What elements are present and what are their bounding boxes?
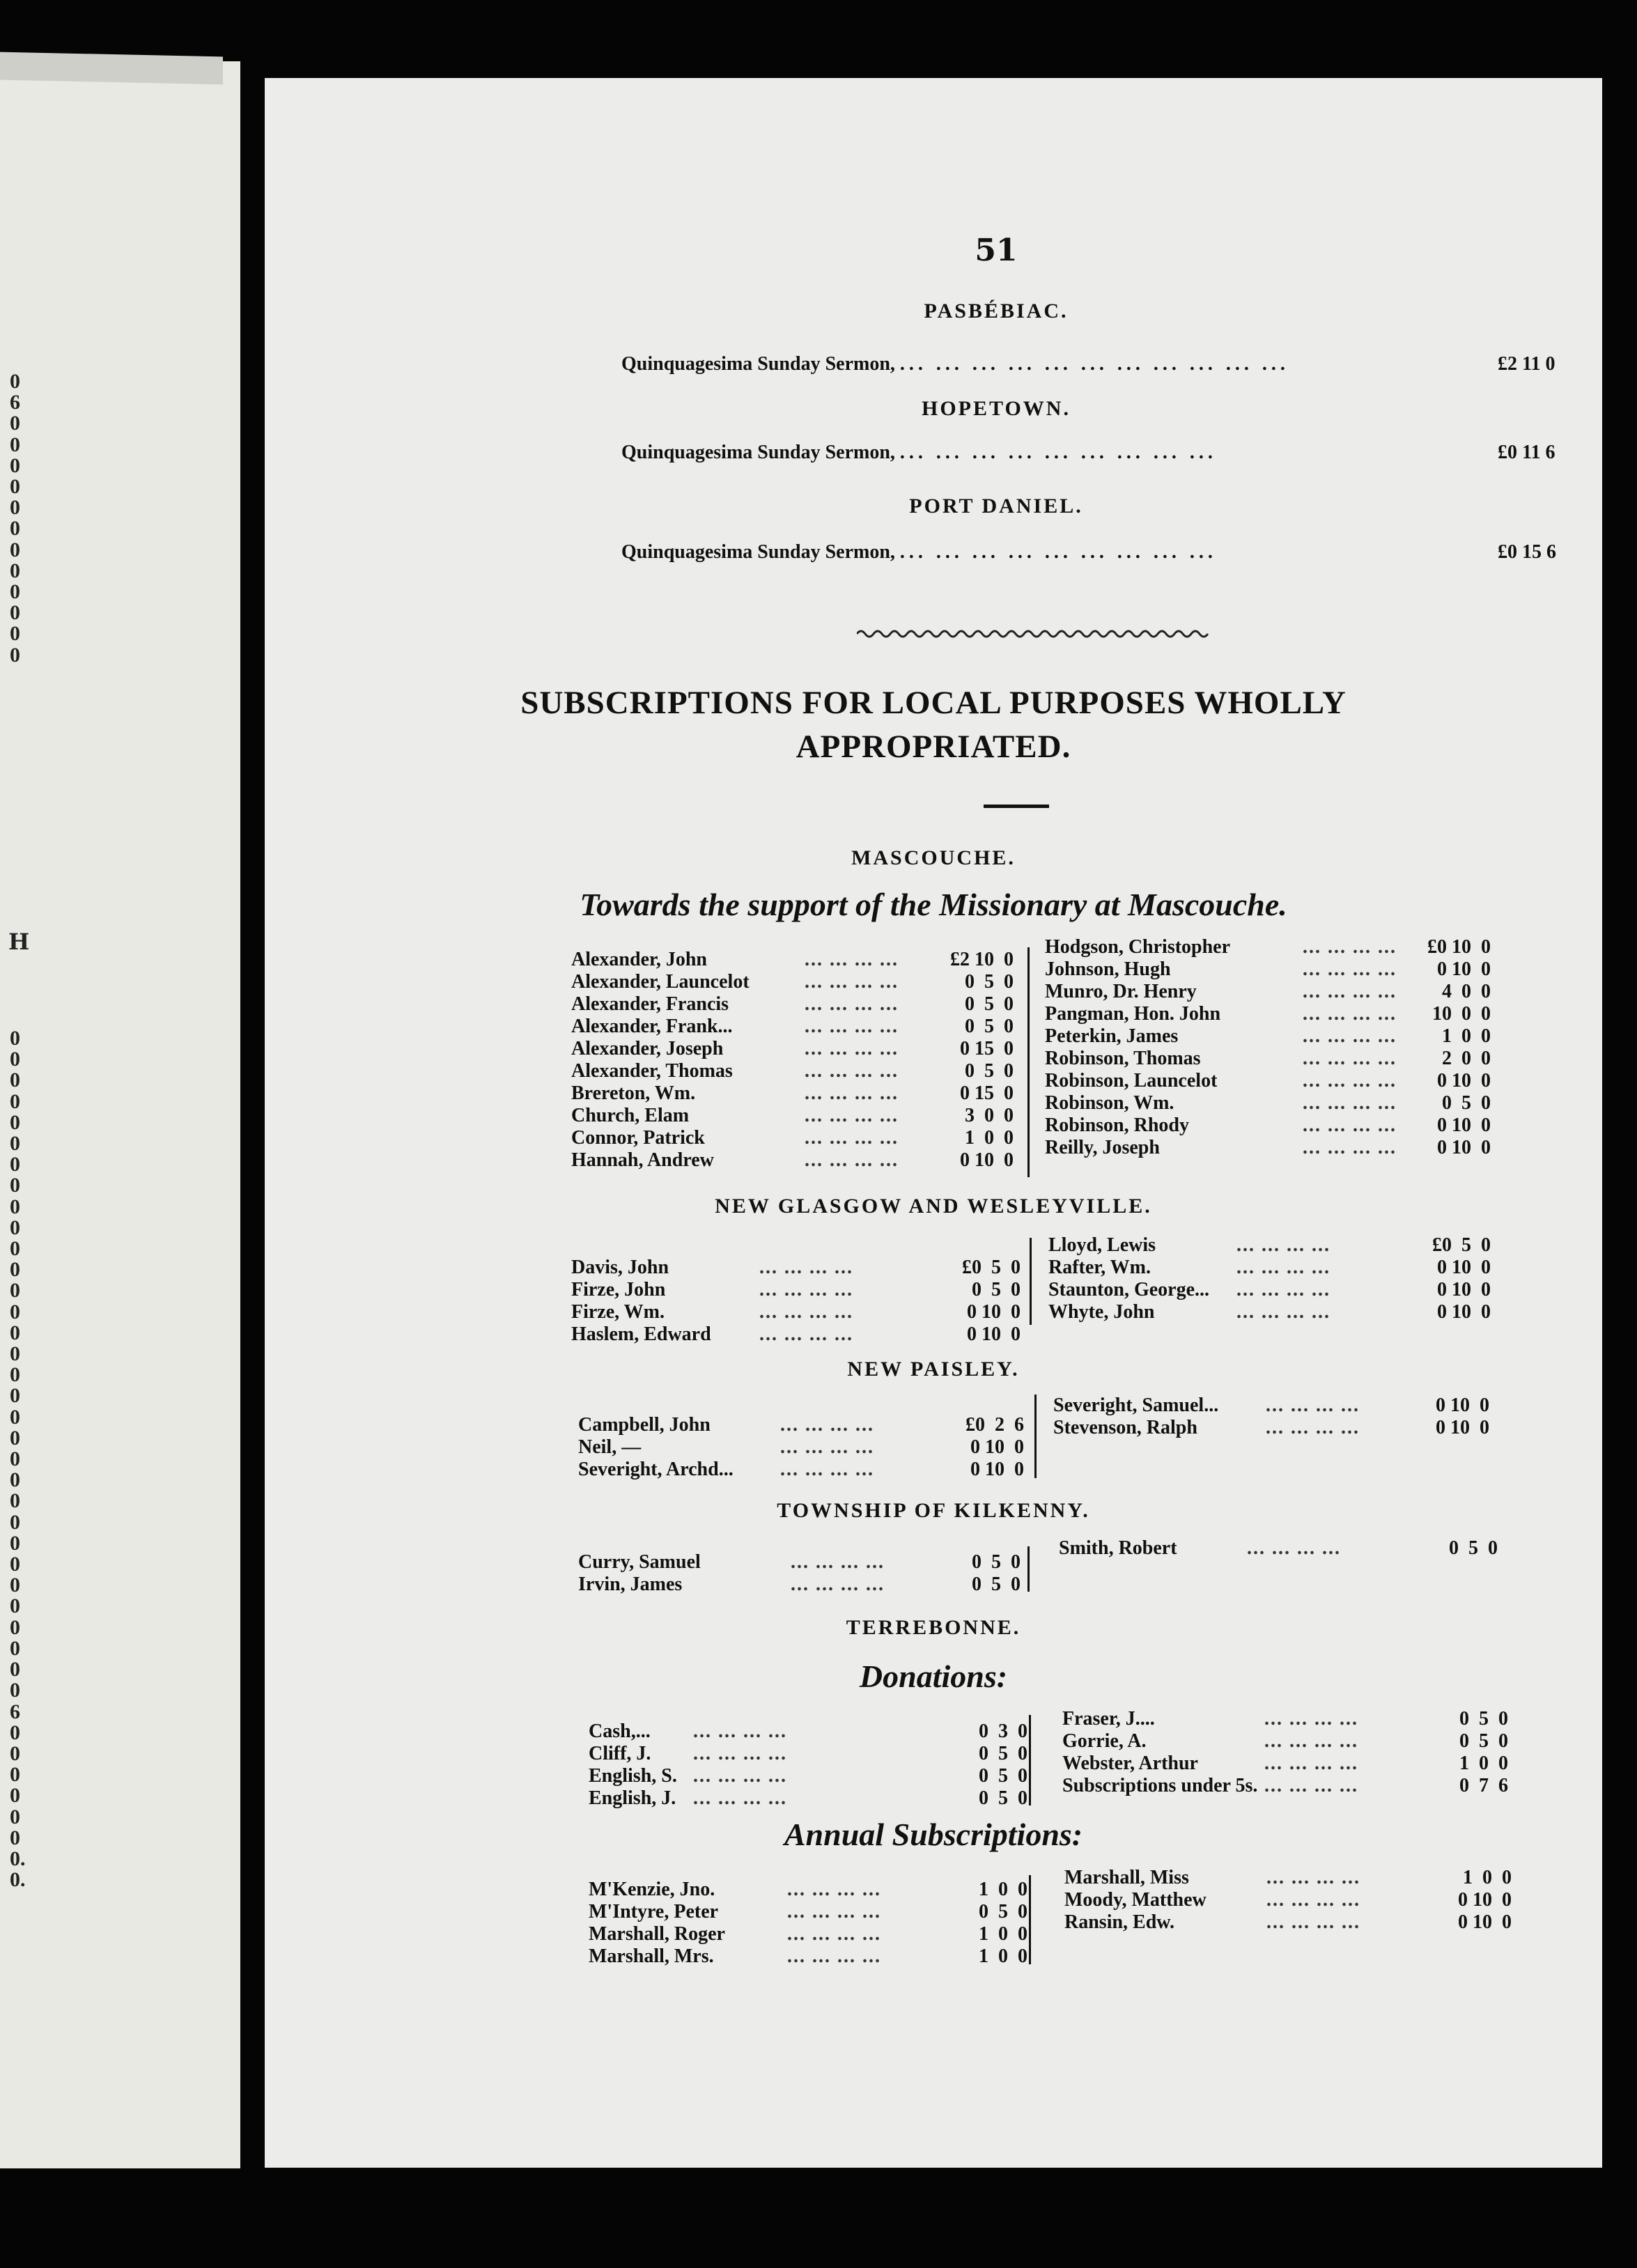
ledger-row — [589, 1923, 1027, 1945]
subscription-amount: 0 10 0 — [970, 1459, 1024, 1480]
subscription-amount: 0 10 0 — [970, 1436, 1024, 1458]
ledger-row — [578, 1459, 1024, 1481]
subscriber-name: Alexander, Francis — [571, 993, 729, 1015]
ledger-row — [1045, 936, 1491, 958]
section-heading-mascouche: MASCOUCHE. — [851, 846, 1016, 869]
column-divider — [1029, 1715, 1031, 1805]
ledger-row — [1048, 1279, 1491, 1301]
column-divider — [1034, 1395, 1037, 1478]
subscription-amount: 1 0 0 — [965, 1127, 1014, 1149]
ledger-row — [589, 1945, 1027, 1968]
ledger-row — [1064, 1889, 1512, 1911]
subscriber-name: Alexander, John — [571, 949, 708, 970]
subscriber-name: Hodgson, Christopher — [1045, 936, 1231, 958]
dot-leader: ... ... ... ... — [693, 1765, 787, 1787]
dot-leader: ... ... ... ... — [805, 949, 899, 970]
dot-leader: ... ... ... ... — [1303, 958, 1397, 980]
subscription-amount: £0 5 0 — [1432, 1234, 1491, 1256]
dot-leader: ... ... ... ... — [805, 993, 899, 1015]
ledger-row — [1045, 1092, 1491, 1114]
ledger-row — [1045, 1137, 1491, 1159]
dot-leader: ... ... ... ... — [693, 1721, 787, 1742]
subscription-amount: 0 5 0 — [965, 1060, 1014, 1082]
dot-leader: ... ... ... ... — [1303, 1114, 1397, 1136]
dot-leader: ... ... ... ... — [1266, 1889, 1360, 1911]
subscription-amount: 0 10 0 — [1437, 1070, 1491, 1092]
dot-leader: ... ... ... ... — [805, 1082, 899, 1104]
subscriber-name: Alexander, Joseph — [571, 1038, 724, 1059]
ledger-row — [571, 1082, 1014, 1105]
ledger-row — [571, 1038, 1014, 1060]
ledger-row — [571, 1149, 1014, 1172]
dot-leader: ... ... ... ... — [1266, 1417, 1360, 1438]
dot-leader: ... ... ... ... — [787, 1901, 881, 1923]
dot-leader: ... ... ... ... ... ... ... ... ... ... ... — [899, 353, 1289, 375]
dot-leader: ... ... ... ... — [1303, 1048, 1397, 1069]
dot-leader: ... ... ... ... — [1303, 1092, 1397, 1114]
subscriber-name: Davis, John — [571, 1257, 669, 1278]
ledger-row — [1062, 1753, 1508, 1775]
subscriber-name: Connor, Patrick — [571, 1127, 705, 1149]
subscription-amount: 0 10 0 — [960, 1149, 1014, 1171]
mascouche-subheading: Towards the support of the Missionary at Mascouche. — [580, 887, 1287, 922]
margin-digits-bottom: 0 0 0 0 0 0 0 0 0 0 0 0 0 0 0 0 0 0 0 0 0 0 0 0 0 0 0 0 0 0 0 0 6 0 0 0 0 0 0 0. 0. — [10, 1027, 26, 1892]
subscriber-name: M'Intyre, Peter — [589, 1901, 719, 1923]
section-heading-pasbebiac: PASBÉBIAC. — [924, 300, 1069, 323]
sermon-line-pasbebiac — [621, 353, 1637, 375]
dot-leader: ... ... ... ... — [1264, 1775, 1358, 1796]
column-divider — [1027, 947, 1030, 1177]
ledger-row — [1059, 1537, 1498, 1560]
subscriber-name: Irvin, James — [578, 1574, 683, 1595]
subscriber-name: Robinson, Launcelot — [1045, 1070, 1218, 1092]
ledger-row — [1064, 1867, 1512, 1889]
dot-leader: ... ... ... ... ... ... ... ... ... — [899, 442, 1217, 463]
subscriber-name: English, S. — [589, 1765, 677, 1787]
subscriber-name: Subscriptions under 5s. — [1062, 1775, 1258, 1796]
dot-leader: ... ... ... ... — [780, 1414, 874, 1436]
subscriber-name: Robinson, Wm. — [1045, 1092, 1174, 1114]
ledger-row — [1053, 1417, 1489, 1439]
dot-leader: ... ... ... ... — [805, 1016, 899, 1037]
page-edge-strip — [0, 52, 223, 85]
sermon-label: Quinquagesima Sunday Sermon, — [621, 353, 895, 375]
subscriber-name: Alexander, Frank... — [571, 1016, 733, 1037]
dot-leader: ... ... ... ... ... ... ... ... ... — [899, 541, 1217, 563]
subscription-amount: 0 5 0 — [972, 1551, 1021, 1573]
subscription-amount: 0 3 0 — [979, 1721, 1027, 1742]
subscription-amount: 0 5 0 — [965, 993, 1014, 1015]
dot-leader: ... ... ... ... — [1303, 1070, 1397, 1092]
sermon-amount: £2 11 0 — [1498, 353, 1555, 375]
ledger-row — [571, 949, 1014, 971]
subscription-amount: 0 10 0 — [967, 1323, 1021, 1345]
ledger-row — [1045, 1003, 1491, 1025]
ledger-row — [1045, 1048, 1491, 1070]
subscriber-name: Firze, John — [571, 1279, 666, 1300]
subscription-amount: 1 0 0 — [979, 1945, 1027, 1967]
dot-leader: ... ... ... ... — [791, 1551, 885, 1573]
dot-leader: ... ... ... ... — [780, 1459, 874, 1480]
subscriber-name: Campbell, John — [578, 1414, 711, 1436]
column-divider — [1030, 1238, 1032, 1325]
ledger-row — [578, 1414, 1024, 1436]
dot-leader: ... ... ... ... — [1303, 936, 1397, 958]
subscription-amount: 0 5 0 — [979, 1901, 1027, 1923]
subscription-amount: 0 10 0 — [1458, 1911, 1512, 1933]
subscriber-name: Marshall, Miss — [1064, 1867, 1189, 1888]
section-heading-hopetown: HOPETOWN. — [922, 397, 1071, 420]
ledger-row — [571, 1127, 1014, 1149]
ledger-row — [1062, 1708, 1508, 1730]
ledger-row — [1048, 1234, 1491, 1257]
section-heading-new-glasgow: NEW GLASGOW AND WESLEYVILLE. — [715, 1195, 1152, 1218]
subscriber-name: Cliff, J. — [589, 1743, 651, 1764]
main-title-line1: SUBSCRIPTIONS FOR LOCAL PURPOSES WHOLLY — [520, 685, 1347, 721]
subscription-amount: 0 10 0 — [1436, 1395, 1489, 1416]
dot-leader: ... ... ... ... — [805, 1149, 899, 1171]
ledger-row — [1064, 1911, 1512, 1934]
subscriber-name: Robinson, Rhody — [1045, 1114, 1189, 1136]
ledger-row — [1062, 1775, 1508, 1797]
ledger-row — [571, 1060, 1014, 1082]
ledger-row — [571, 1279, 1021, 1301]
ledger-row — [578, 1574, 1021, 1596]
subscription-amount: 4 0 0 — [1442, 981, 1491, 1002]
annual-subscriptions-heading: Annual Subscriptions: — [784, 1817, 1083, 1852]
ledger-row — [1045, 1114, 1491, 1137]
section-heading-terrebonne: TERREBONNE. — [846, 1616, 1021, 1639]
subscription-amount: 0 7 6 — [1459, 1775, 1508, 1796]
ledger-row — [1053, 1395, 1489, 1417]
ledger-row — [571, 1105, 1014, 1127]
subscription-amount: 0 5 0 — [1442, 1092, 1491, 1114]
ledger-row — [1045, 981, 1491, 1003]
document-page — [265, 78, 1602, 2168]
page-number: 51 — [975, 233, 1018, 268]
subscription-amount: 3 0 0 — [965, 1105, 1014, 1126]
section-heading-new-paisley: NEW PAISLEY. — [847, 1358, 1020, 1381]
subscriber-name: Johnson, Hugh — [1045, 958, 1171, 980]
previous-page-edge — [0, 61, 240, 2168]
dot-leader: ... ... ... ... — [1266, 1867, 1360, 1888]
dot-leader: ... ... ... ... — [1236, 1301, 1330, 1323]
subscription-amount: 0 5 0 — [979, 1765, 1027, 1787]
dot-leader: ... ... ... ... — [1264, 1753, 1358, 1774]
subscriber-name: Robinson, Thomas — [1045, 1048, 1201, 1069]
donations-heading: Donations: — [859, 1659, 1008, 1694]
subscriber-name: Alexander, Thomas — [571, 1060, 733, 1082]
dot-leader: ... ... ... ... — [1266, 1911, 1360, 1933]
subscription-amount: 0 10 0 — [967, 1301, 1021, 1323]
ledger-row — [589, 1901, 1027, 1923]
subscriber-name: M'Kenzie, Jno. — [589, 1879, 715, 1900]
dot-leader: ... ... ... ... — [787, 1945, 881, 1967]
subscription-amount: 0 10 0 — [1437, 1114, 1491, 1136]
subscription-amount: 0 5 0 — [972, 1574, 1021, 1595]
column-divider — [1027, 1546, 1030, 1592]
dot-leader: ... ... ... ... — [759, 1279, 853, 1300]
subscriber-name: Moody, Matthew — [1064, 1889, 1207, 1911]
subscription-amount: 1 0 0 — [1442, 1025, 1491, 1047]
ledger-row — [589, 1721, 1027, 1743]
dot-leader: ... ... ... ... — [1264, 1730, 1358, 1752]
ledger-row — [1045, 958, 1491, 981]
subscriber-name: Alexander, Launcelot — [571, 971, 750, 993]
subscriber-name: Reilly, Joseph — [1045, 1137, 1160, 1158]
subscription-amount: 0 5 0 — [979, 1743, 1027, 1764]
ledger-row — [589, 1743, 1027, 1765]
subscriber-name: Stevenson, Ralph — [1053, 1417, 1197, 1438]
column-divider — [1029, 1875, 1031, 1964]
subscription-amount: 10 0 0 — [1432, 1003, 1491, 1025]
dot-leader: ... ... ... ... — [805, 1060, 899, 1082]
dot-leader: ... ... ... ... — [805, 1038, 899, 1059]
sermon-amount: £0 15 6 — [1498, 541, 1556, 563]
dot-leader: ... ... ... ... — [1303, 981, 1397, 1002]
dot-leader: ... ... ... ... — [1236, 1279, 1330, 1300]
subscription-amount: 0 15 0 — [960, 1082, 1014, 1104]
dot-leader: ... ... ... ... — [787, 1879, 881, 1900]
dot-leader: ... ... ... ... — [1303, 1025, 1397, 1047]
subscriber-name: Marshall, Roger — [589, 1923, 725, 1945]
dot-leader: ... ... ... ... — [759, 1323, 853, 1345]
subscriber-name: Brereton, Wm. — [571, 1082, 696, 1104]
subscriber-name: Gorrie, A. — [1062, 1730, 1147, 1752]
wavy-divider — [857, 628, 1212, 639]
subscriber-name: Staunton, George... — [1048, 1279, 1209, 1300]
subscriber-name: Whyte, John — [1048, 1301, 1155, 1323]
subscriber-name: English, J. — [589, 1787, 676, 1809]
dot-leader: ... ... ... ... — [787, 1923, 881, 1945]
subscription-amount: 0 5 0 — [965, 1016, 1014, 1037]
subscription-amount: 1 0 0 — [1459, 1753, 1508, 1774]
margin-letter: H — [8, 929, 30, 955]
ledger-row — [571, 1016, 1014, 1038]
subscription-amount: 0 5 0 — [1449, 1537, 1498, 1559]
ledger-row — [571, 971, 1014, 993]
dot-leader: ... ... ... ... — [1303, 1003, 1397, 1025]
subscription-amount: 0 10 0 — [1437, 1301, 1491, 1323]
subscription-amount: 0 5 0 — [979, 1787, 1027, 1809]
dot-leader: ... ... ... ... — [791, 1574, 885, 1595]
subscription-amount: 0 10 0 — [1437, 958, 1491, 980]
ledger-row — [571, 1301, 1021, 1323]
subscriber-name: Ransin, Edw. — [1064, 1911, 1174, 1933]
dot-leader: ... ... ... ... — [693, 1787, 787, 1809]
subscription-amount: 0 5 0 — [1459, 1730, 1508, 1752]
ledger-row — [1045, 1070, 1491, 1092]
sermon-line-port-daniel — [621, 541, 1637, 564]
dot-leader: ... ... ... ... — [759, 1301, 853, 1323]
subscription-amount: £2 10 0 — [950, 949, 1014, 970]
dot-leader: ... ... ... ... — [805, 1105, 899, 1126]
subscriber-name: Severight, Archd... — [578, 1459, 734, 1480]
sermon-label: Quinquagesima Sunday Sermon, — [621, 442, 895, 463]
section-heading-port-daniel: PORT DANIEL. — [909, 495, 1083, 518]
ledger-row — [1062, 1730, 1508, 1753]
ledger-row — [571, 1257, 1021, 1279]
subscription-amount: 0 10 0 — [1436, 1417, 1489, 1438]
subscription-amount: 1 0 0 — [1463, 1867, 1512, 1888]
dot-leader: ... ... ... ... — [805, 1127, 899, 1149]
subscription-amount: 0 15 0 — [960, 1038, 1014, 1059]
subscriber-name: Rafter, Wm. — [1048, 1257, 1151, 1278]
dot-leader: ... ... ... ... — [780, 1436, 874, 1458]
subscription-amount: 0 10 0 — [1437, 1279, 1491, 1300]
ledger-row — [589, 1787, 1027, 1810]
dot-leader: ... ... ... ... — [1264, 1708, 1358, 1730]
subscription-amount: 1 0 0 — [979, 1923, 1027, 1945]
dot-leader: ... ... ... ... — [805, 971, 899, 993]
subscriber-name: Peterkin, James — [1045, 1025, 1179, 1047]
subscriber-name: Fraser, J.... — [1062, 1708, 1155, 1730]
subscriber-name: Hannah, Andrew — [571, 1149, 714, 1171]
dot-leader: ... ... ... ... — [1236, 1234, 1330, 1256]
ledger-row — [571, 993, 1014, 1016]
subscription-amount: 0 10 0 — [1437, 1257, 1491, 1278]
subscriber-name: Lloyd, Lewis — [1048, 1234, 1156, 1256]
dot-leader: ... ... ... ... — [1303, 1137, 1397, 1158]
dot-leader: ... ... ... ... — [1236, 1257, 1330, 1278]
subscription-amount: £0 5 0 — [962, 1257, 1021, 1278]
subscriber-name: Church, Elam — [571, 1105, 690, 1126]
subscription-amount: 2 0 0 — [1442, 1048, 1491, 1069]
ledger-row — [589, 1879, 1027, 1901]
sermon-label: Quinquagesima Sunday Sermon, — [621, 541, 895, 563]
subscription-amount: 0 5 0 — [972, 1279, 1021, 1300]
subscription-amount: 1 0 0 — [979, 1879, 1027, 1900]
subscriber-name: Neil, — — [578, 1436, 642, 1458]
subscription-amount: £0 2 6 — [965, 1414, 1024, 1436]
margin-digits-top: 0 6 0 0 0 0 0 0 0 0 0 0 0 0 — [10, 370, 20, 667]
subscriber-name: Severight, Samuel... — [1053, 1395, 1219, 1416]
subscriber-name: Munro, Dr. Henry — [1045, 981, 1197, 1002]
subscription-amount: 0 5 0 — [1459, 1708, 1508, 1730]
ledger-row — [1048, 1301, 1491, 1323]
dot-leader: ... ... ... ... — [1266, 1395, 1360, 1416]
subscription-amount: £0 10 0 — [1427, 936, 1491, 958]
subscription-amount: 0 5 0 — [965, 971, 1014, 993]
ledger-row — [571, 1323, 1021, 1346]
subscription-amount: 0 10 0 — [1437, 1137, 1491, 1158]
ledger-row — [1048, 1257, 1491, 1279]
section-heading-kilkenny: TOWNSHIP OF KILKENNY. — [777, 1499, 1090, 1522]
subscriber-name: Smith, Robert — [1059, 1537, 1177, 1559]
main-title-line2: APPROPRIATED. — [796, 729, 1071, 765]
ledger-row — [578, 1436, 1024, 1459]
ledger-row — [578, 1551, 1021, 1574]
subscription-amount: 0 10 0 — [1458, 1889, 1512, 1911]
dot-leader: ... ... ... ... — [759, 1257, 853, 1278]
subscriber-name: Firze, Wm. — [571, 1301, 665, 1323]
subscriber-name: Marshall, Mrs. — [589, 1945, 714, 1967]
subscriber-name: Cash,... — [589, 1721, 651, 1742]
subscriber-name: Haslem, Edward — [571, 1323, 711, 1345]
subscriber-name: Curry, Samuel — [578, 1551, 701, 1573]
dot-leader: ... ... ... ... — [1247, 1537, 1341, 1559]
dot-leader: ... ... ... ... — [693, 1743, 787, 1764]
ledger-row — [1045, 1025, 1491, 1048]
ledger-row — [589, 1765, 1027, 1787]
sermon-amount: £0 11 6 — [1498, 442, 1555, 463]
sermon-line-hopetown — [621, 442, 1637, 464]
title-rule — [984, 805, 1049, 808]
subscriber-name: Webster, Arthur — [1062, 1753, 1198, 1774]
subscriber-name: Pangman, Hon. John — [1045, 1003, 1221, 1025]
